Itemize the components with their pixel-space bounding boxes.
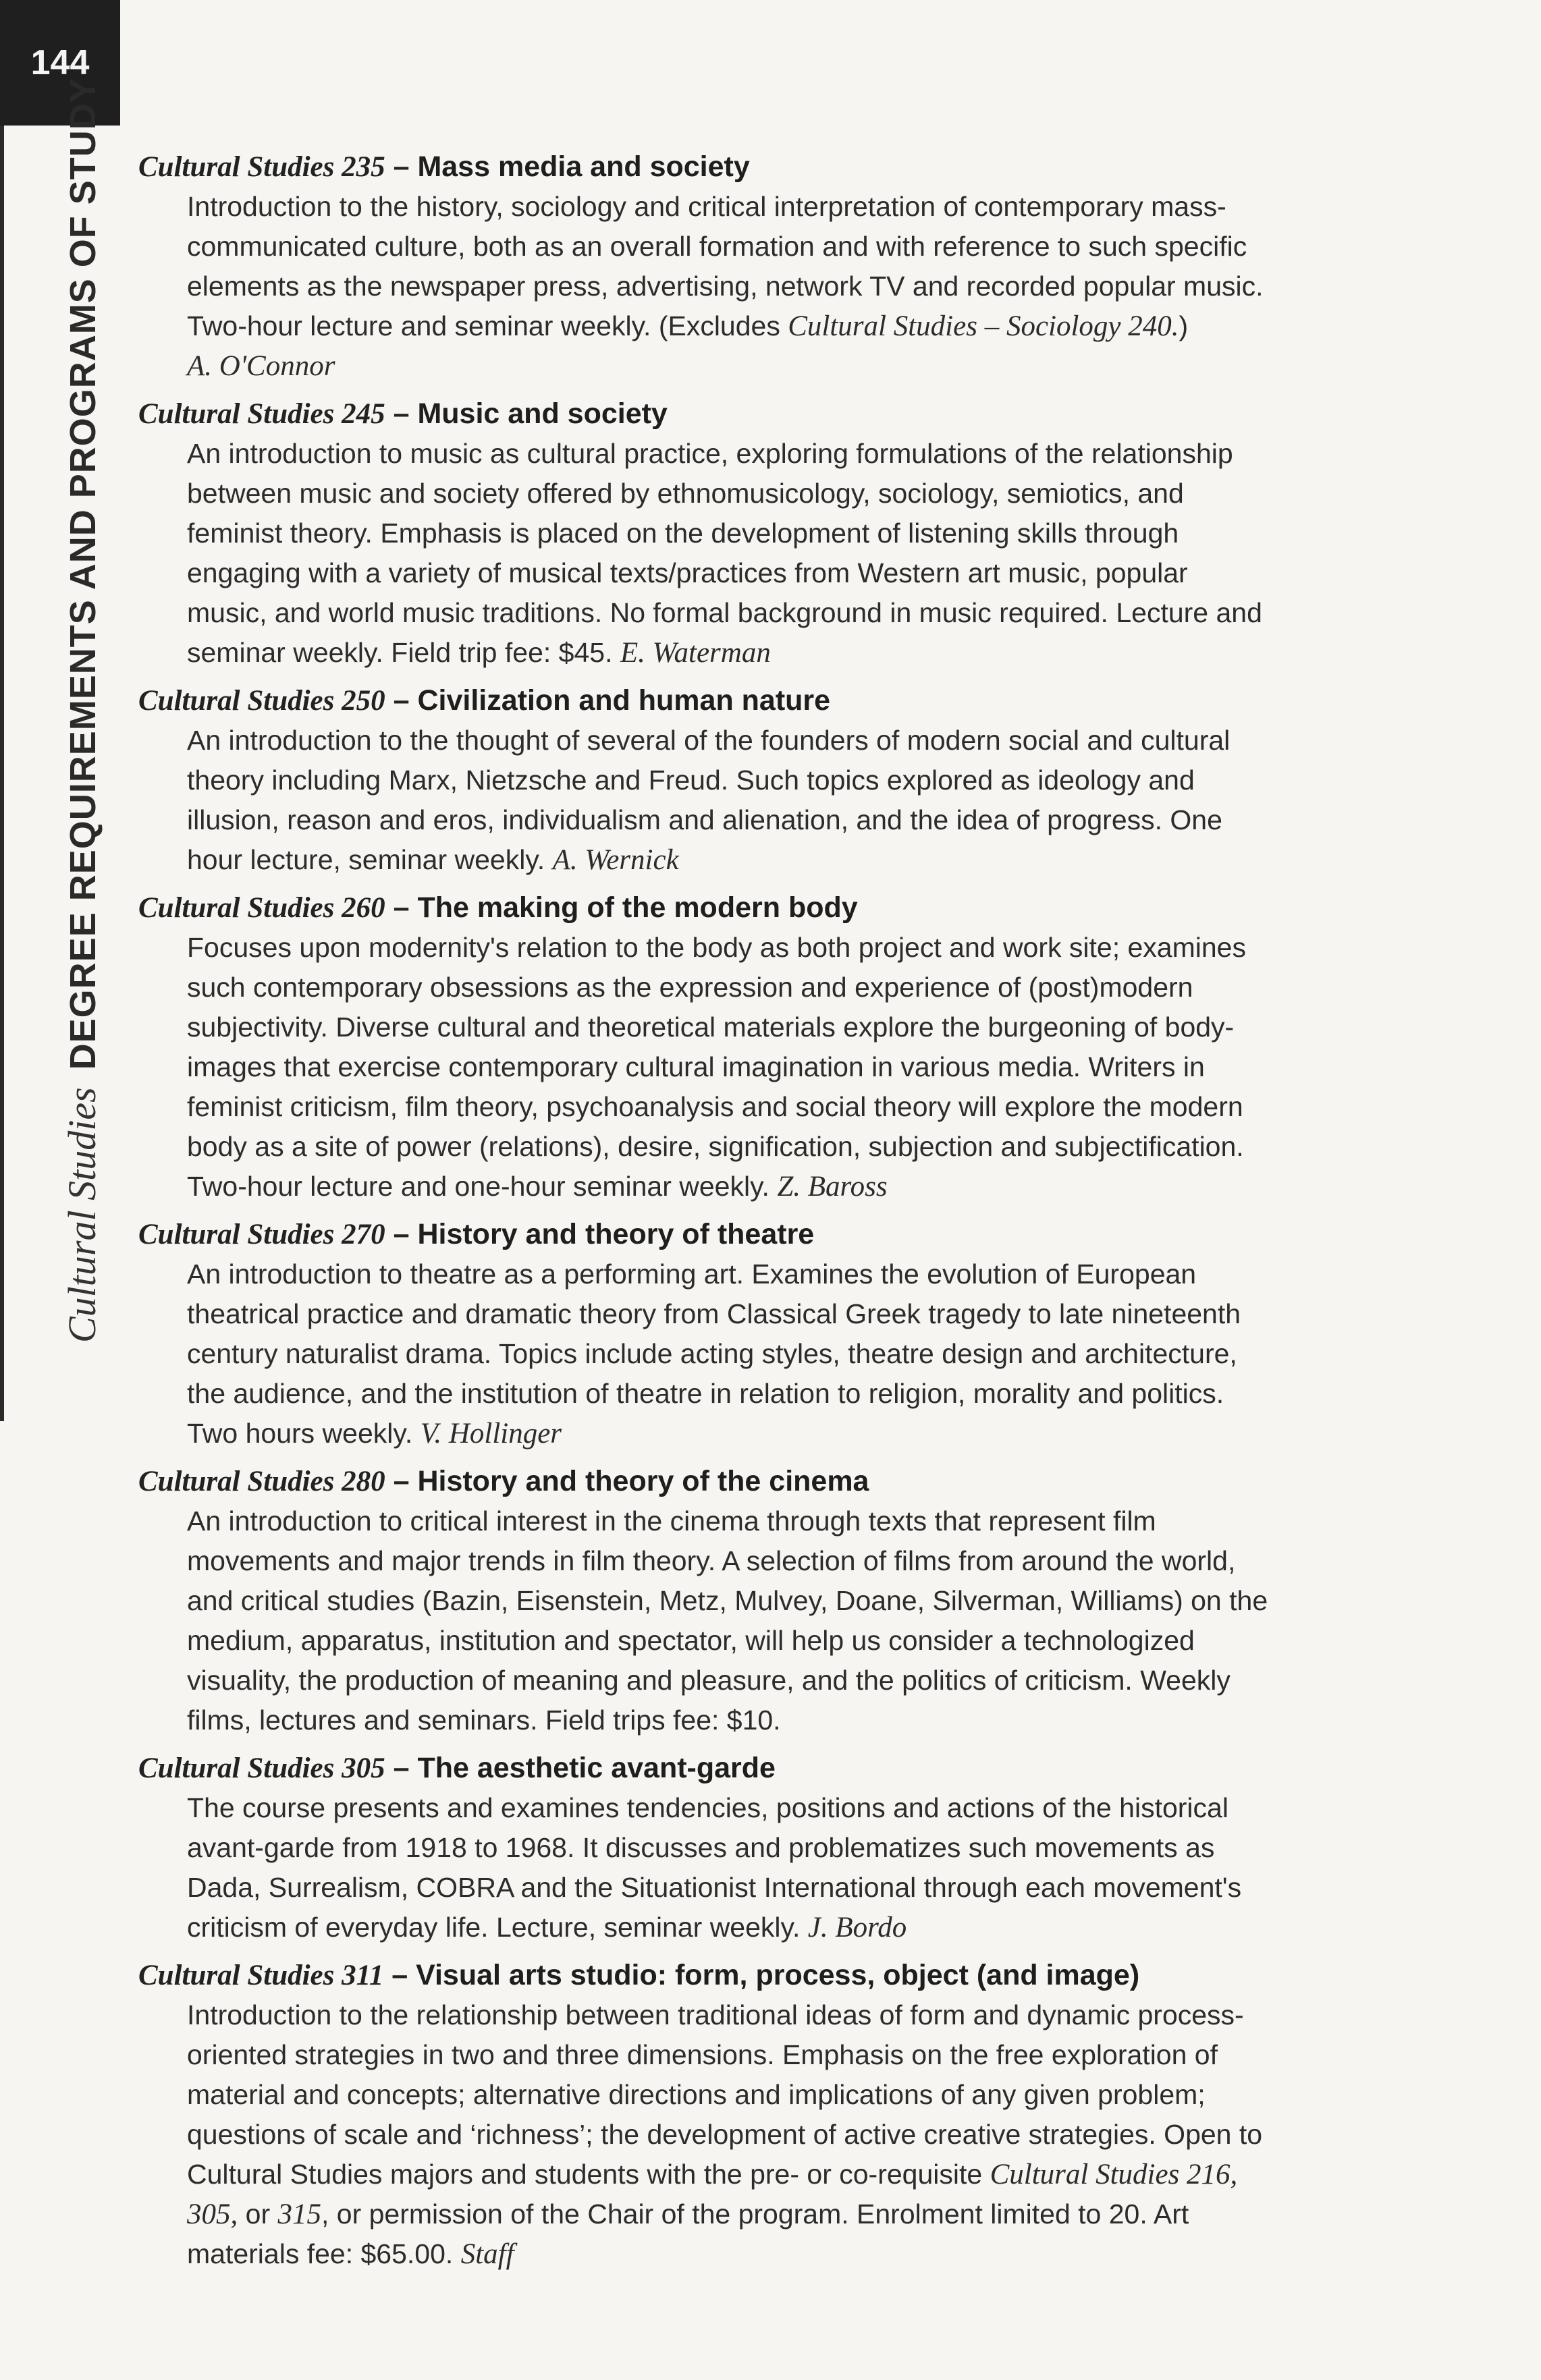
description-line [187, 1047, 1421, 1087]
description-text: An introduction to theatre as a performing art. Examines the evolution of European [187, 1258, 1197, 1290]
description-text: Focuses upon modernity's relation to the body as both project and work site; examines [187, 932, 1246, 963]
description-text: such contemporary obsessions as the expression and experience of (post)modern [187, 972, 1193, 1003]
course-heading [138, 1956, 1421, 1995]
description-line [187, 1167, 1421, 1207]
course-heading [138, 1462, 1421, 1501]
course-heading [138, 394, 1421, 434]
description-text: visuality, the production of meaning and pleasure, and the politics of criticism. Weekly [187, 1665, 1231, 1696]
description-text: century naturalist drama. Topics include acting styles, theatre design and architecture, [187, 1338, 1237, 1369]
course-code: Cultural Studies 280 [138, 1466, 385, 1497]
page-number: 144 [0, 0, 120, 126]
description-line [187, 474, 1421, 514]
course-dash: – [385, 684, 418, 717]
description-line [187, 2075, 1421, 2115]
description-line [187, 1294, 1421, 1334]
description-line [187, 1541, 1421, 1581]
description-line [187, 1414, 1421, 1454]
description-text: Dada, Surrealism, COBRA and the Situationist International through each movement's [187, 1872, 1242, 1903]
course-heading [138, 1748, 1421, 1788]
description-italic-text: Cultural Studies 216, [990, 2159, 1238, 2190]
course-title: Mass media and society [417, 150, 750, 183]
description-line [187, 306, 1421, 346]
course-code: Cultural Studies 260 [138, 892, 385, 924]
description-line [187, 227, 1421, 267]
description-line [187, 434, 1421, 474]
description-line [187, 1788, 1421, 1828]
course-entry [138, 394, 1421, 673]
description-line [187, 2115, 1421, 2155]
description-text: An introduction to the thought of several of the founders of modern social and cultural [187, 725, 1231, 756]
course-code: Cultural Studies 305 [138, 1752, 385, 1784]
side-title [59, 78, 105, 1343]
description-text: material and concepts; alternative directions and implications of any given problem; [187, 2079, 1206, 2110]
description-line [187, 1087, 1421, 1127]
description-italic-text: 305, [187, 2198, 238, 2230]
description-line [187, 721, 1421, 760]
description-line [187, 1908, 1421, 1947]
description-line [187, 593, 1421, 633]
description-text: feminist theory. Emphasis is placed on the development of listening skills through [187, 518, 1179, 549]
course-entry [138, 1748, 1421, 1947]
description-line [187, 1007, 1421, 1047]
course-title: History and theory of the cinema [417, 1465, 869, 1497]
description-text: Two hours weekly. [187, 1418, 421, 1449]
description-line [187, 2155, 1421, 2194]
description-text: and critical studies (Bazin, Eisenstein, Metz, Mulvey, Doane, Silverman, Williams) on the [187, 1585, 1268, 1616]
description-line [187, 840, 1421, 880]
description-italic-text: J. Bordo [807, 1912, 907, 1943]
description-text: oriented strategies in two and three dimensions. Emphasis on the free exploration of [187, 2039, 1218, 2070]
description-line [187, 1127, 1421, 1167]
description-line [187, 1995, 1421, 2035]
description-italic-text: V. Hollinger [420, 1418, 562, 1449]
course-dash: – [385, 1465, 418, 1497]
course-description [187, 1254, 1421, 1454]
description-text: engaging with a variety of musical texts/practices from Western art music, popular [187, 557, 1188, 588]
description-text: Introduction to the history, sociology and critical interpretation of contemporary mass- [187, 191, 1226, 222]
description-text: theatrical practice and dramatic theory from Classical Greek tragedy to late nineteenth [187, 1298, 1241, 1329]
description-italic-text: Cultural Studies – Sociology 240. [788, 310, 1179, 342]
description-text: or [238, 2198, 278, 2230]
description-text: Two-hour lecture and one-hour seminar weekly. [187, 1171, 778, 1202]
description-text: criticism of everyday life. Lecture, seminar weekly. [187, 1912, 808, 1943]
course-description [187, 928, 1421, 1207]
description-line [187, 1868, 1421, 1908]
description-italic-text: E. Waterman [620, 637, 771, 669]
description-line [187, 514, 1421, 553]
course-dash: – [385, 1218, 418, 1250]
description-text: questions of scale and ‘richness’; the development of active creative strategies. Open to [187, 2119, 1263, 2150]
course-code: Cultural Studies 250 [138, 685, 385, 717]
course-dash: – [385, 397, 418, 430]
description-text: subjectivity. Diverse cultural and theoretical materials explore the burgeoning of body- [187, 1012, 1235, 1043]
description-text: images that exercise contemporary cultural imagination in various media. Writers in [187, 1051, 1205, 1082]
course-title: History and theory of theatre [417, 1218, 815, 1250]
course-dash: – [385, 891, 418, 924]
course-description [187, 187, 1421, 386]
course-description [187, 721, 1421, 880]
description-text: The course presents and examines tendencies, positions and actions of the historical [187, 1792, 1228, 1823]
description-line [187, 928, 1421, 968]
description-line [187, 2234, 1421, 2274]
description-line [187, 760, 1421, 800]
description-text: music, and world music traditions. No formal background in music required. Lecture and [187, 597, 1262, 628]
description-text: , or permission of the Chair of the program. Enrolment limited to 20. Art [321, 2198, 1189, 2230]
description-text: An introduction to critical interest in the cinema through texts that represent film [187, 1505, 1156, 1537]
course-entry [138, 1215, 1421, 1454]
course-code: Cultural Studies 270 [138, 1219, 385, 1250]
course-description [187, 1501, 1421, 1740]
description-italic-text: A. Wernick [552, 844, 679, 876]
description-line [187, 1621, 1421, 1661]
description-line [187, 2194, 1421, 2234]
side-rule [0, 126, 4, 1421]
description-line [187, 1501, 1421, 1541]
description-text: materials fee: $65.00. [187, 2238, 461, 2269]
course-entry [138, 147, 1421, 386]
description-italic-text: A. O'Connor [187, 350, 335, 382]
course-title: The aesthetic avant-garde [417, 1752, 776, 1784]
description-text: An introduction to music as cultural practice, exploring formulations of the relationship [187, 438, 1233, 469]
course-entry [138, 1462, 1421, 1740]
course-code: Cultural Studies 311 [138, 1960, 384, 1991]
description-text: between music and society offered by ethnomusicology, sociology, semiotics, and [187, 478, 1184, 509]
description-text: movements and major trends in film theory. A selection of films from around the world, [187, 1545, 1236, 1576]
description-line [187, 1700, 1421, 1740]
description-italic-text: 315 [277, 2198, 321, 2230]
description-text: avant-garde from 1918 to 1968. It discusses and problematizes such movements as [187, 1832, 1215, 1863]
course-entry [138, 1956, 1421, 2274]
description-text: the audience, and the institution of theatre in relation to religion, morality and politics. [187, 1378, 1224, 1409]
description-text: medium, apparatus, institution and spectator, will help us consider a technologized [187, 1625, 1195, 1656]
course-list [138, 147, 1421, 2282]
description-text: theory including Marx, Nietzsche and Freud. Such topics explored as ideology and [187, 765, 1195, 796]
description-text: elements as the newspaper press, advertising, network TV and recorded popular music. [187, 271, 1264, 302]
description-text: Two-hour lecture and seminar weekly. (Excludes [187, 310, 788, 341]
description-line [187, 1661, 1421, 1700]
course-description [187, 434, 1421, 673]
description-line [187, 968, 1421, 1007]
description-line [187, 187, 1421, 227]
description-italic-text: Z. Baross [777, 1171, 888, 1202]
description-text: hour lecture, seminar weekly. [187, 844, 553, 875]
course-heading [138, 1215, 1421, 1254]
description-text: ) [1179, 310, 1189, 341]
description-text: Cultural Studies majors and students with the pre- or co-requisite [187, 2159, 990, 2190]
description-text: illusion, reason and eros, individualism and alienation, and the idea of progress. One [187, 804, 1222, 835]
description-line [187, 267, 1421, 306]
description-line [187, 1334, 1421, 1374]
description-line [187, 800, 1421, 840]
course-description [187, 1788, 1421, 1947]
description-line [187, 1581, 1421, 1621]
course-title: Music and society [417, 397, 668, 430]
course-code: Cultural Studies 245 [138, 398, 385, 430]
course-entry [138, 888, 1421, 1207]
course-title: Civilization and human nature [417, 684, 831, 717]
description-line [187, 2035, 1421, 2075]
course-dash: – [383, 1959, 416, 1991]
course-entry [138, 681, 1421, 880]
side-title-section: Cultural Studies [60, 1087, 104, 1343]
course-title: The making of the modern body [417, 891, 858, 924]
course-dash: – [385, 150, 418, 183]
description-text: films, lectures and seminars. Field trips fee: $10. [187, 1705, 781, 1736]
course-heading [138, 888, 1421, 928]
description-line [187, 553, 1421, 593]
description-text: body as a site of power (relations), desire, signification, subjection and subjectification. [187, 1131, 1244, 1162]
description-italic-text: Staff [460, 2238, 514, 2270]
course-code: Cultural Studies 235 [138, 151, 385, 183]
course-heading [138, 147, 1421, 187]
description-line [187, 633, 1421, 673]
description-text: communicated culture, both as an overall formation and with reference to such specific [187, 231, 1247, 262]
description-line [187, 1254, 1421, 1294]
course-heading [138, 681, 1421, 721]
course-description [187, 1995, 1421, 2274]
side-title-chapter: DEGREE REQUIREMENTS AND PROGRAMS OF STUDY [63, 78, 103, 1070]
description-text: seminar weekly. Field trip fee: $45. [187, 637, 620, 668]
course-title: Visual arts studio: form, process, object (and image) [416, 1959, 1140, 1991]
course-dash: – [385, 1752, 418, 1784]
description-line [187, 346, 1421, 386]
description-line [187, 1374, 1421, 1414]
description-text: Introduction to the relationship between traditional ideas of form and dynamic process- [187, 1999, 1244, 2030]
description-line [187, 1828, 1421, 1868]
description-text: feminist criticism, film theory, psychoanalysis and social theory will explore the modern [187, 1091, 1243, 1122]
